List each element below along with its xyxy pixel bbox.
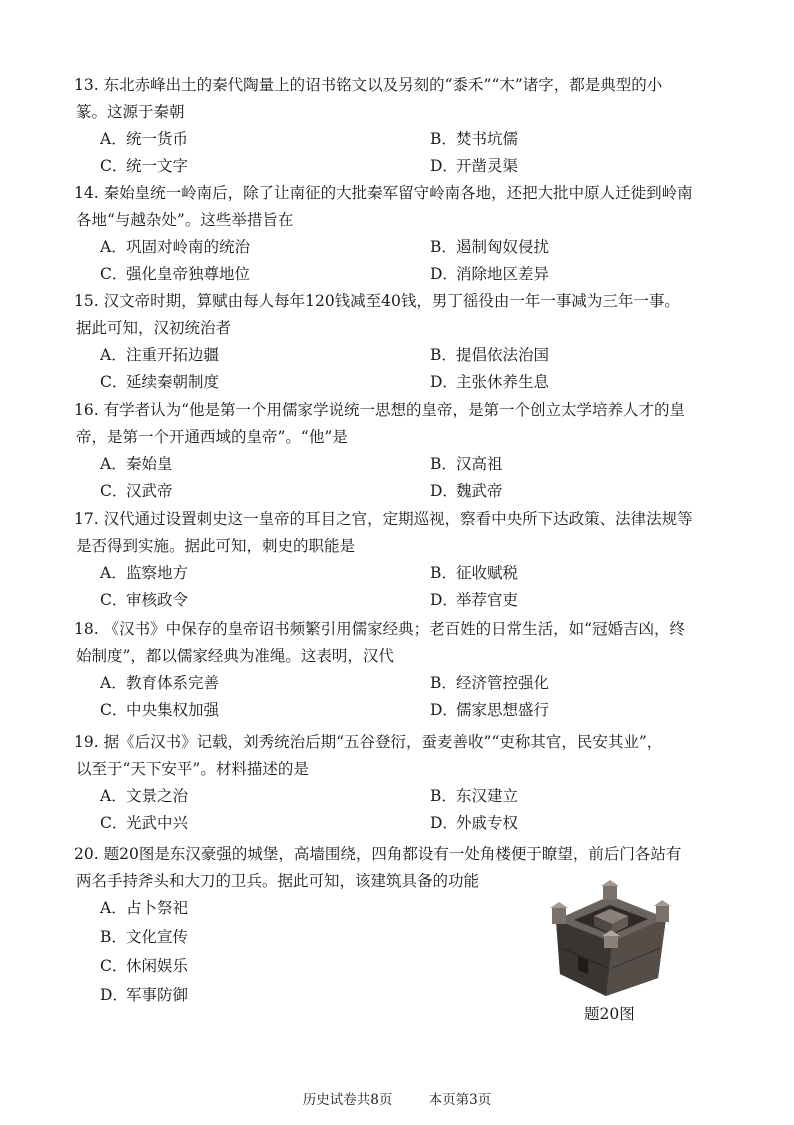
- option-c: C．强化皇帝独尊地位: [100, 265, 251, 283]
- question-15: [76, 288, 716, 396]
- question-19: [76, 729, 716, 837]
- option-b: B．征收赋税: [430, 564, 519, 582]
- question-stem: 帝，是第一个开通西域的皇帝”。“他”是: [76, 428, 348, 446]
- option-a: A．统一货币: [100, 130, 189, 148]
- option-b: B．焚书坑儒: [430, 130, 519, 148]
- option-c: C．光武中兴: [100, 814, 189, 832]
- options-list: [76, 560, 716, 614]
- options-list: [76, 451, 716, 505]
- option-b: B．文化宣传: [100, 928, 189, 946]
- question-stem: 东北赤峰出土的秦代陶量上的诏书铭文以及另刻的“黍禾”“木”诸字，都是典型的小: [103, 76, 663, 94]
- option-c: C．延续秦朝制度: [100, 373, 220, 391]
- options-list: [76, 783, 716, 837]
- option-b: B．遏制匈奴侵扰: [430, 238, 550, 256]
- options-list: [76, 342, 716, 396]
- option-d: D．主张休养生息: [430, 373, 550, 391]
- question-stem: 秦始皇统一岭南后，除了让南征的大批秦军留守岭南各地，还把大批中原人迁徙到岭南: [103, 184, 693, 202]
- option-c: C．统一文字: [100, 157, 189, 175]
- question-stem: 各地“与越杂处”。这些举措旨在: [76, 211, 294, 229]
- option-d: D．举荐官吏: [430, 591, 519, 609]
- option-c: C．审核政令: [100, 591, 189, 609]
- question-stem: 题20图是东汉豪强的城堡，高墙围绕，四角都设有一处角楼便于瞭望，前后门各站有: [103, 845, 682, 863]
- option-c: C．中央集权加强: [100, 701, 220, 719]
- option-a: A．教育体系完善: [100, 674, 220, 692]
- option-a: A．秦始皇: [100, 455, 173, 473]
- options-list: [76, 234, 716, 288]
- total-pages: 历史试卷共8页: [302, 1092, 393, 1108]
- castle-model-figure: [548, 878, 672, 998]
- question-stem: 据此可知，汉初统治者: [76, 319, 232, 337]
- question-stem: 两名手持斧头和大刀的卫兵。据此可知，该建筑具备的功能: [76, 872, 480, 890]
- question-number: 16.: [74, 401, 99, 419]
- question-stem: 有学者认为“他是第一个用儒家学说统一思想的皇帝，是第一个创立太学培养人才的皇: [103, 401, 686, 419]
- options-list: [76, 126, 716, 180]
- option-b: B．提倡依法治国: [430, 346, 550, 364]
- option-c: C．休闲娱乐: [100, 957, 189, 975]
- question-stem: 汉文帝时期，算赋由每人每年120钱减至40钱，男丁徭役由一年一事减为三年一事。: [103, 292, 680, 310]
- question-number: 15.: [74, 292, 99, 310]
- question-17: [76, 506, 716, 614]
- option-b: B．东汉建立: [430, 787, 519, 805]
- question-stem: 汉代通过设置刺史这一皇帝的耳目之官，定期巡视，察看中央所下达政策、法律法规等: [103, 510, 693, 528]
- option-d: D．开凿灵渠: [430, 157, 519, 175]
- option-d: D．魏武帝: [430, 482, 503, 500]
- question-stem: 是否得到实施。据此可知，刺史的职能是: [76, 537, 356, 555]
- option-d: D．外戚专权: [430, 814, 519, 832]
- question-18: [76, 616, 716, 724]
- options-list: [76, 670, 716, 724]
- option-c: C．汉武帝: [100, 482, 173, 500]
- page-footer: [0, 1088, 794, 1108]
- question-13: [76, 72, 716, 180]
- option-a: A．巩固对岭南的统治: [100, 238, 251, 256]
- option-a: A．注重开拓边疆: [100, 346, 220, 364]
- current-page: 本页第3页: [428, 1092, 492, 1108]
- question-number: 20.: [74, 845, 99, 863]
- question-number: 14.: [74, 184, 99, 202]
- question-stem: 以至于“天下安平”。材料描述的是: [76, 760, 309, 778]
- question-number: 18.: [74, 620, 99, 638]
- question-number: 17.: [74, 510, 99, 528]
- figure-caption: 题20图: [584, 1005, 635, 1023]
- option-a: A．监察地方: [100, 564, 189, 582]
- question-stem: 始制度”，都以儒家经典为准绳。这表明，汉代: [76, 647, 394, 665]
- question-stem: 篆。这源于秦朝: [76, 103, 185, 121]
- option-d: D．儒家思想盛行: [430, 701, 550, 719]
- question-16: [76, 397, 716, 505]
- option-d: D．消除地区差异: [430, 265, 550, 283]
- option-a: A．文景之治: [100, 787, 189, 805]
- option-a: A．占卜祭祀: [100, 899, 189, 917]
- option-d: D．军事防御: [100, 986, 189, 1004]
- question-stem: 据《后汉书》记载，刘秀统治后期“五谷登衍，蚕麦善收”“吏称其官，民安其业”，: [103, 733, 663, 751]
- question-number: 13.: [74, 76, 99, 94]
- question-14: [76, 180, 716, 288]
- option-b: B．经济管控强化: [430, 674, 550, 692]
- question-stem: 《汉书》中保存的皇帝诏书频繁引用儒家经典；老百姓的日常生活，如“冠婚吉凶，终: [103, 620, 686, 638]
- question-number: 19.: [74, 733, 99, 751]
- option-b: B．汉高祖: [430, 455, 503, 473]
